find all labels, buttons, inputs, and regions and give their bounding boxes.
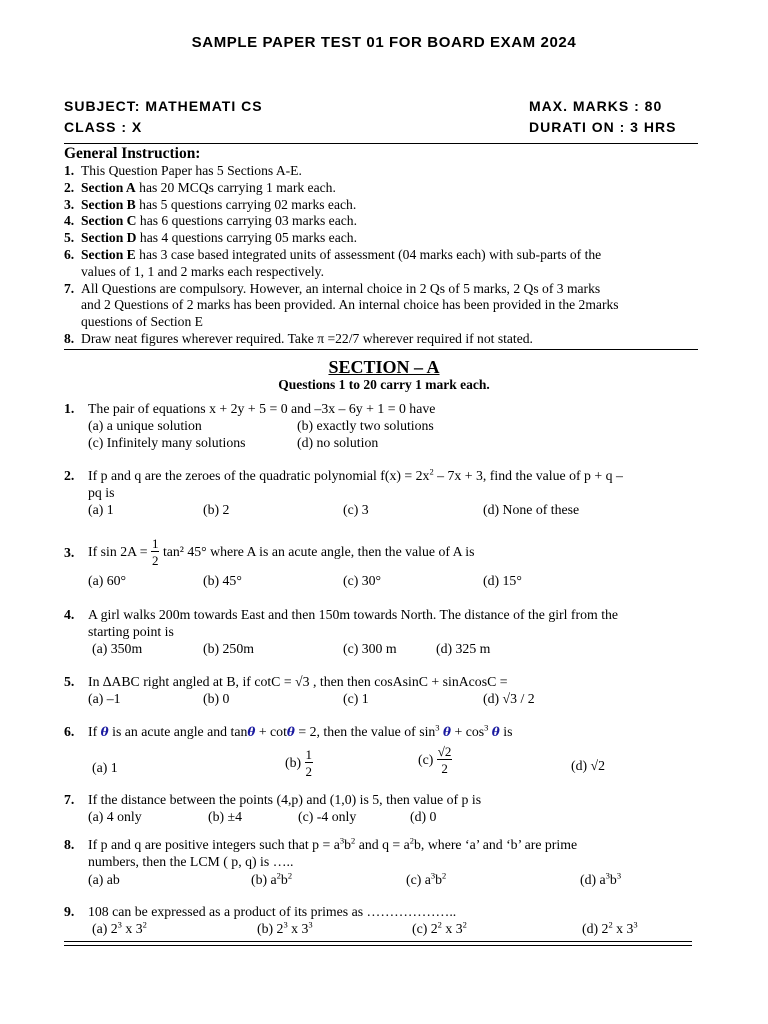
option-b: (b) 250m: [203, 641, 254, 656]
option-d: (d) 0: [410, 809, 437, 824]
option-c: (c) 30°: [343, 573, 382, 588]
option-a: (a) ab: [88, 872, 120, 887]
option-a: (a) 1: [88, 502, 114, 517]
question-number: 8.: [64, 837, 75, 852]
option-b: (b) $a^2b^2$: [251, 870, 293, 887]
instruction-item: 6. Section E has 3 case based integrated units of assessment (04 marks each) with sub-parts of the: [64, 246, 602, 262]
option-a: (a) –1: [88, 691, 121, 706]
option-c: (c) 1: [343, 691, 369, 706]
fraction: $\frac{√2}{2}$: [437, 744, 452, 776]
question-text-continuation: numbers, then the LCM ( p, q) is …..: [88, 854, 294, 869]
theta-symbol: θ: [247, 725, 256, 739]
question-text: If θ is an acute angle and tanθ + cotθ = 2, then the value of $\sin^3 \theta + \cos^3 \theta$ is: [88, 722, 513, 739]
option-c: (c) Infinitely many solutions: [88, 435, 246, 450]
section-subtitle: Questions 1 to 20 carry 1 mark each.: [278, 377, 490, 392]
question-number: 1.: [64, 401, 75, 416]
max-marks-label: MAX. MARKS : 80: [529, 98, 663, 114]
instructions-divider: [64, 349, 698, 350]
option-d: (d) $a^3b^3$: [580, 870, 622, 887]
option-b: (b) exactly two solutions: [297, 418, 434, 433]
option-a: (a) 60°: [88, 573, 127, 588]
option-a: (a) $2^3$ x $3^2$: [92, 919, 147, 936]
option-c: (c) $a^3b^2$: [406, 870, 447, 887]
footer-rule: [64, 945, 692, 946]
question-number: 2.: [64, 468, 75, 483]
section-title: SECTION – A: [328, 357, 440, 377]
question-text-continuation: pq is: [88, 485, 115, 500]
question-number: 3.: [64, 545, 75, 560]
question-text: A girl walks 200m towards East and then 150m towards North. The distance of the girl from the: [88, 607, 619, 622]
option-c: (c) $\frac{√2}{2}$: [418, 744, 452, 776]
option-b: (b) 45°: [203, 573, 242, 588]
footer-rule: [64, 941, 692, 942]
instruction-continuation: questions of Section E: [81, 314, 203, 330]
instructions-list: [64, 163, 698, 348]
fraction: $\frac{1}{2}$: [305, 747, 313, 779]
option-d: (d) no solution: [297, 435, 379, 450]
option-c: (c) 300 m: [343, 641, 397, 656]
theta-symbol: θ: [286, 725, 295, 739]
option-b: (b) 2: [203, 502, 230, 517]
fraction: $\frac{1}{2}$: [151, 536, 159, 568]
instruction-continuation: and 2 Questions of 2 marks has been provided. An internal choice has been provided in the 2marks: [81, 297, 619, 313]
option-b: (b) $\frac{1}{2}$: [285, 747, 313, 779]
instruction-item: 2. Section A has 20 MCQs carrying 1 mark each.: [64, 179, 336, 195]
option-c: (c) 3: [343, 502, 369, 517]
duration-label: DURATI ON : 3 HRS: [529, 119, 677, 135]
option-d: (d) $2^2$ x $3^3$: [582, 919, 638, 936]
question-text: If the distance between the points (4,p) and (1,0) is 5, then value of p is: [88, 792, 482, 807]
question-text: If sin 2A = $\frac{1}{2}$ tan² 45° where A is an acute angle, then the value of A is: [88, 536, 475, 568]
question-number: 4.: [64, 607, 75, 622]
option-c: (c) $2^2$ x $3^2$: [412, 919, 467, 936]
instruction-item: 5. Section D has 4 questions carrying 05 marks each.: [64, 230, 357, 246]
question-text: In ∆ABC right angled at B, if cotC = √3 , then then cosAsinC + sinAcosC =: [88, 674, 508, 689]
question-number: 6.: [64, 724, 75, 739]
option-a: (a) 350m: [92, 641, 143, 656]
option-d: (d) 325 m: [436, 641, 491, 656]
theta-symbol: θ: [443, 725, 452, 739]
instructions-heading: General Instruction:: [64, 145, 201, 162]
question-number: 9.: [64, 904, 75, 919]
option-a: (a) 4 only: [88, 809, 142, 824]
option-b: (b) ±4: [208, 809, 243, 824]
question-text-continuation: starting point is: [88, 624, 174, 639]
option-b: (b) 0: [203, 691, 230, 706]
instruction-continuation: values of 1, 1 and 2 marks each respectively.: [81, 263, 324, 279]
instruction-item: 8. Draw neat figures wherever required. Take π =22/7 wherever required if not stated.: [64, 330, 533, 346]
option-a: (a) a unique solution: [88, 418, 202, 433]
question-text: The pair of equations x + 2y + 5 = 0 and –3x – 6y + 1 = 0 have: [88, 401, 436, 416]
paper-title: SAMPLE PAPER TEST 01 FOR BOARD EXAM 2024: [191, 34, 577, 51]
subject-label: SUBJECT: MATHEMATI CS: [64, 98, 263, 114]
instruction-item: 1. This Question Paper has 5 Sections A-E.: [64, 163, 302, 178]
question-text: If p and q are the zeroes of the quadratic polynomial $f(x) = 2x^2 - 7x + 3$, find the value of p + q –: [88, 466, 623, 483]
question-number: 7.: [64, 792, 75, 807]
option-a: (a) 1: [92, 760, 118, 775]
question-text: If p and q are positive integers such that $p = a^3b^2$ and $q = a^2b$, where ‘a’ and ‘b’ are prime: [88, 835, 578, 852]
instruction-item: 7. All Questions are compulsory. However, an internal choice in 2 Qs of 5 marks, 2 Qs of 3 marks: [64, 280, 601, 296]
option-d: (d) √2: [571, 758, 606, 773]
theta-symbol: θ: [100, 725, 109, 739]
question-text: 108 can be expressed as a product of its primes as ………………..: [88, 904, 457, 919]
class-label: CLASS : X: [64, 119, 143, 135]
option-c: (c) -4 only: [298, 809, 357, 824]
instruction-item: 4. Section C has 6 questions carrying 03 marks each.: [64, 213, 357, 229]
option-d: (d) 15°: [483, 573, 522, 588]
option-d: (d) √3 / 2: [483, 691, 535, 706]
option-d: (d) None of these: [483, 502, 580, 517]
instruction-item: 3. Section B has 5 questions carrying 02 marks each.: [64, 196, 357, 212]
option-b: (b) $2^3$ x $3^3$: [257, 919, 313, 936]
theta-symbol: θ: [491, 725, 500, 739]
question-number: 5.: [64, 674, 75, 689]
header-divider: [64, 143, 698, 144]
